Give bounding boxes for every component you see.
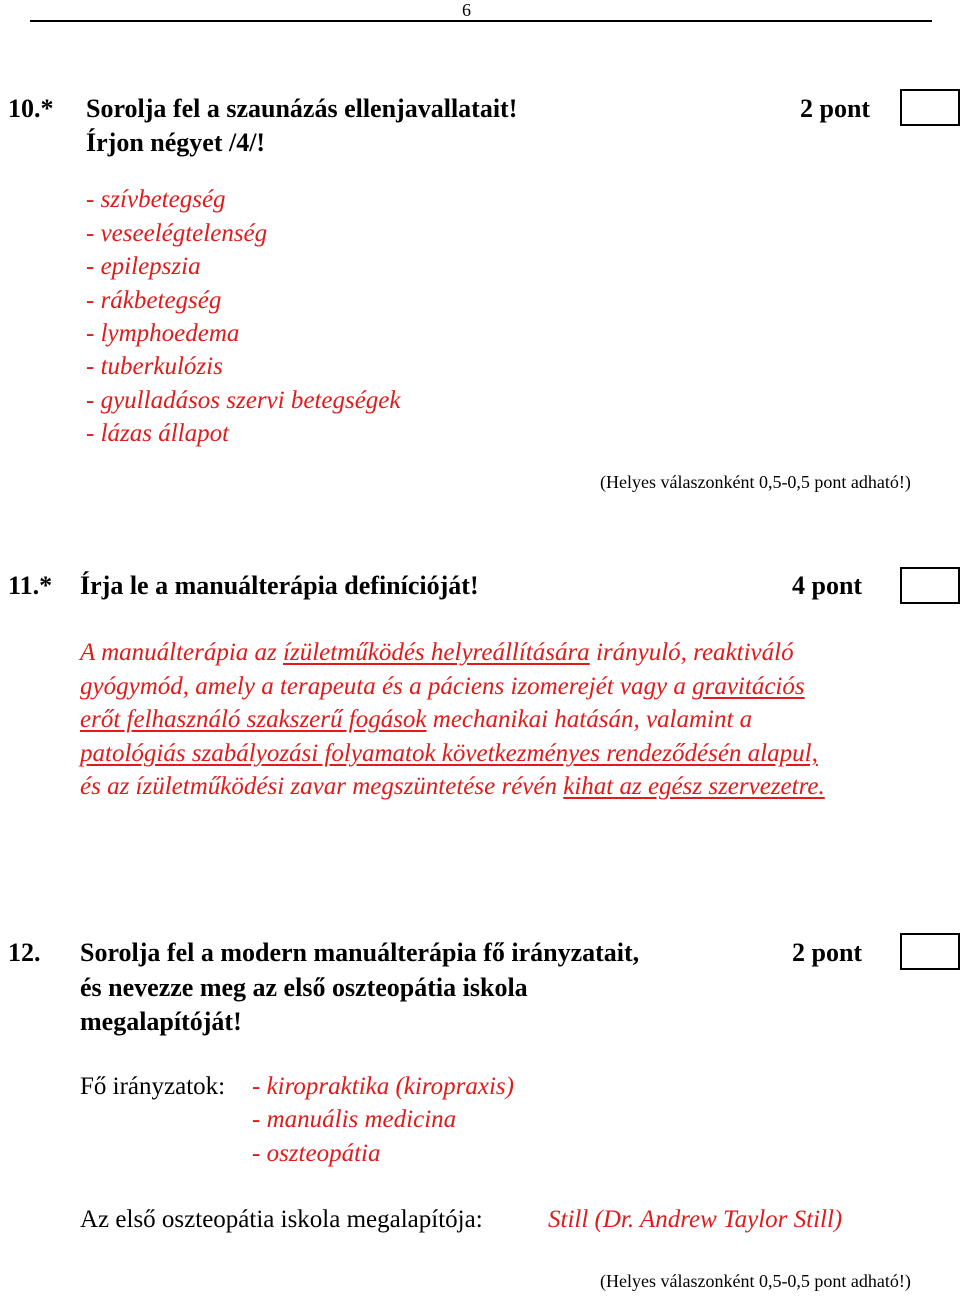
answer-item: - rákbetegség: [86, 287, 222, 314]
header-divider: [30, 20, 932, 22]
question-subtitle: Írjon négyet /4/!: [86, 128, 266, 157]
underlined-segment: gravitációs: [692, 673, 805, 700]
answer-item: - veseelégtelenség: [86, 220, 268, 247]
text-segment: gyógymód, amely a terapeuta és a páciens izomerejét vagy a: [80, 673, 693, 700]
text-segment: mechanikai hatásán, valamint a: [426, 706, 753, 733]
answer-item: - gyulladásos szervi betegségek: [86, 387, 401, 414]
score-box[interactable]: [900, 567, 960, 604]
directions-label: Fő irányzatok:: [80, 1073, 226, 1100]
underlined-segment: kihat az egész szervezetre.: [563, 773, 825, 800]
direction-item: - manuális medicina: [252, 1106, 457, 1133]
answer-item: - szívbetegség: [86, 186, 226, 213]
question-title: Sorolja fel a szaunázás ellenjavallatait!: [86, 94, 518, 123]
definition-line: [80, 673, 805, 701]
text-segment: irányuló, reaktiváló: [589, 639, 794, 666]
underlined-segment: patológiás szabályozási folyamatok következményes rendeződésén alapul,: [80, 740, 818, 767]
question-number: 10.*: [8, 94, 54, 123]
question-title: Írja le a manuálterápia definícióját!: [80, 571, 479, 600]
definition-line: [80, 740, 818, 768]
answer-item: - lymphoedema: [86, 320, 240, 347]
underlined-segment: erőt felhasználó szakszerű fogások: [80, 706, 427, 733]
underlined-segment: ízületműködés helyreállítására: [283, 639, 590, 666]
question-title: és nevezze meg az első oszteopátia iskola: [80, 973, 528, 1002]
score-box[interactable]: [900, 89, 960, 126]
text-segment: A manuálterápia az: [80, 639, 284, 666]
founder-answer: Still (Dr. Andrew Taylor Still): [548, 1206, 843, 1233]
answer-item: - tuberkulózis: [86, 353, 223, 380]
points-label: 2 pont: [800, 94, 871, 123]
question-number: 11.*: [8, 571, 53, 600]
question-title: megalapítóját!: [80, 1007, 242, 1036]
question-number: 12.: [8, 938, 41, 967]
founder-label: Az első oszteopátia iskola megalapítója:: [80, 1206, 483, 1233]
definition-line: [80, 639, 794, 667]
answer-item: - lázas állapot: [86, 420, 230, 447]
scoring-note: (Helyes válaszonként 0,5-0,5 pont adható!): [600, 1271, 911, 1291]
definition-line: [80, 706, 752, 734]
direction-item: - oszteopátia: [252, 1140, 381, 1167]
text-segment: és az ízületműködési zavar megszüntetése révén: [80, 773, 564, 800]
scoring-note: (Helyes válaszonként 0,5-0,5 pont adható!): [600, 472, 911, 492]
points-label: 2 pont: [792, 938, 863, 967]
page-number: 6: [462, 0, 471, 20]
answer-item: - epilepszia: [86, 253, 201, 280]
question-title: Sorolja fel a modern manuálterápia fő irányzatait,: [80, 938, 640, 967]
points-label: 4 pont: [792, 571, 863, 600]
score-box[interactable]: [900, 933, 960, 970]
direction-item: - kiropraktika (kiropraxis): [252, 1073, 514, 1100]
definition-line: [80, 773, 825, 801]
